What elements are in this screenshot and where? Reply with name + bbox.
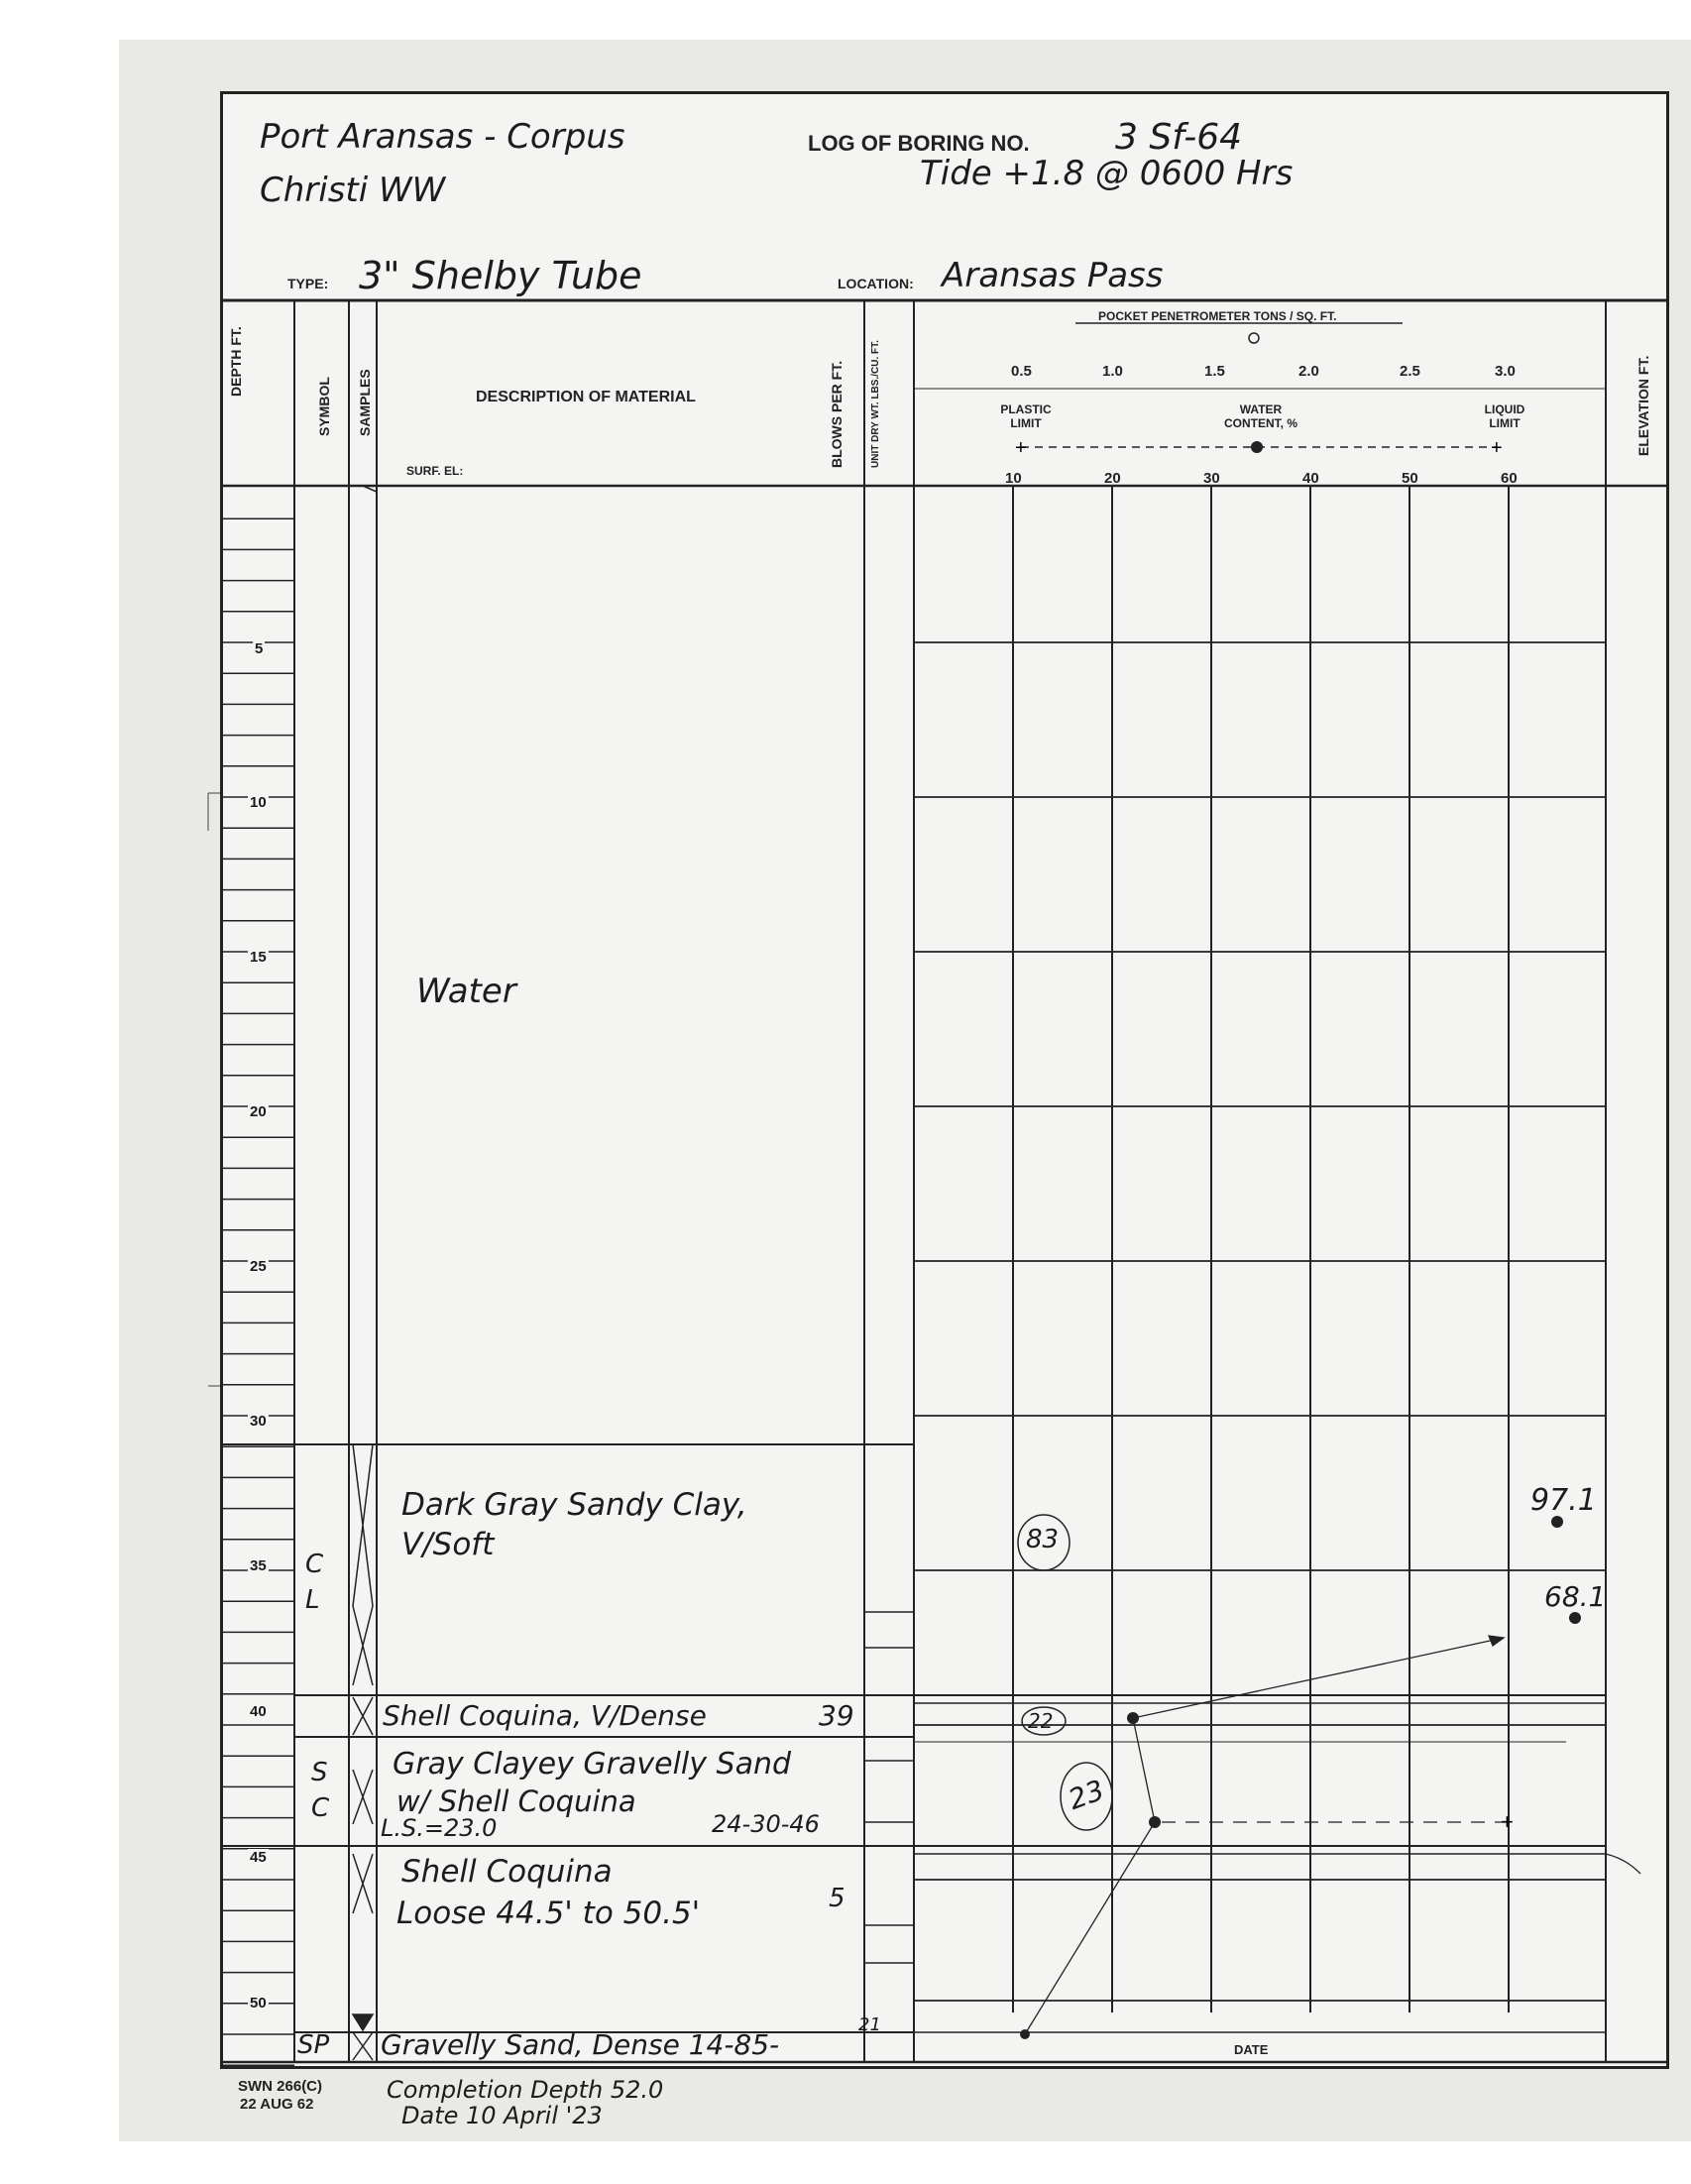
depth-label: 35: [250, 1557, 267, 1574]
stratum-coquina-dense: Shell Coquina, V/Dense: [383, 1699, 707, 1732]
moisture-value: 68.1: [1544, 1580, 1607, 1613]
unit-dry-weight-header: UNIT DRY WT. LBS./CU. FT.: [870, 340, 881, 468]
description-column-header: DESCRIPTION OF MATERIAL: [476, 389, 696, 405]
stratum-clay-line2: V/Soft: [401, 1527, 495, 1562]
stratum-coquina-loose-blows: 5: [829, 1884, 846, 1913]
pen-tick-label: 2.5: [1400, 363, 1420, 380]
symbol-column-header: SYMBOL: [316, 377, 332, 436]
pen-tick-label: 2.0: [1298, 363, 1319, 380]
completion-date: Date 10 April '23: [401, 2102, 603, 2129]
pen-tick-label: 1.5: [1204, 363, 1225, 380]
project-name-line1: Port Aransas - Corpus: [260, 117, 625, 157]
tide-note: Tide +1.8 @ 0600 Hrs: [920, 154, 1294, 193]
location-value: Aransas Pass: [942, 256, 1164, 295]
depth-label: 20: [250, 1103, 267, 1120]
project-name-line2: Christi WW: [260, 171, 446, 210]
stratum-coquina-loose-line1: Shell Coquina: [401, 1854, 613, 1890]
completion-depth: Completion Depth 52.0: [387, 2076, 664, 2104]
form-number: SWN 266(C): [238, 2078, 323, 2095]
wc-tick-label: 20: [1104, 470, 1121, 487]
depth-label: 45: [250, 1849, 267, 1866]
stratum-clayey-sand-line1: Gray Clayey Gravelly Sand: [393, 1747, 792, 1782]
stratum-gravelly-sand-symbol: SP: [297, 2030, 330, 2060]
depth-label: 25: [250, 1258, 267, 1275]
stratum-water: Water: [416, 972, 516, 1011]
depth-label: 50: [250, 1995, 267, 2012]
depth-label: 30: [250, 1413, 267, 1430]
elevation-column-header: ELEVATION FT.: [1635, 355, 1651, 456]
wc-tick-label: 10: [1005, 470, 1022, 487]
wc-tick-label: 40: [1302, 470, 1319, 487]
surface-elevation-label: SURF. EL:: [406, 464, 464, 478]
pocket-penetrometer-header: POCKET PENETROMETER TONS / SQ. FT.: [1098, 309, 1337, 323]
boring-number: 3 Sf-64: [1115, 117, 1243, 158]
moisture-value: 97.1: [1530, 1483, 1597, 1518]
depth-label: 40: [250, 1703, 267, 1720]
plastic-limit-label: PLASTIC LIMIT: [1000, 402, 1052, 430]
form-date: 22 AUG 62: [240, 2096, 314, 2113]
circled-value: 83: [1026, 1525, 1060, 1554]
stratum-clayey-sand-symbol: S C: [311, 1758, 330, 1823]
wc-tick-label: 50: [1402, 470, 1418, 487]
location-label: LOCATION:: [838, 276, 914, 291]
svg-text:+: +: [1501, 1809, 1514, 1834]
log-title: LOG OF BORING NO.: [808, 131, 1030, 156]
blows-column-header: BLOWS PER FT.: [829, 360, 845, 468]
type-label: TYPE:: [287, 276, 329, 291]
wc-tick-label: 60: [1501, 470, 1518, 487]
pen-tick-label: 3.0: [1495, 363, 1516, 380]
liquid-limit-label: LIQUID LIMIT: [1484, 402, 1525, 430]
depth-label: 5: [255, 640, 264, 657]
stratum-coquina-loose-line2: Loose 44.5' to 50.5': [396, 1896, 701, 1931]
pen-tick-label: 0.5: [1011, 363, 1032, 380]
depth-column-header: DEPTH FT.: [228, 326, 244, 397]
stratum-clayey-sand-blows: 24-30-46: [712, 1810, 820, 1838]
date-label: DATE: [1234, 2042, 1269, 2057]
stratum-clay-symbol: C L: [305, 1550, 324, 1615]
stratum-clayey-sand-line3: L.S.=23.0: [381, 1814, 498, 1842]
wc-tick-label: 30: [1203, 470, 1220, 487]
samples-column-header: SAMPLES: [357, 369, 373, 436]
circled-value: 23: [1064, 1773, 1109, 1817]
depth-label: 10: [250, 794, 267, 811]
pen-tick-label: 1.0: [1102, 363, 1123, 380]
stratum-gravelly-sand-blows: 21: [858, 2014, 881, 2035]
svg-text:+: +: [1015, 437, 1027, 459]
water-content-label: WATER CONTENT, %: [1223, 402, 1297, 430]
sampler-type: 3" Shelby Tube: [359, 254, 642, 297]
stratum-coquina-dense-blows: 39: [819, 1699, 854, 1732]
svg-text:+: +: [1491, 437, 1503, 459]
depth-label: 15: [250, 949, 267, 966]
stratum-gravelly-sand: Gravelly Sand, Dense 14-85-: [381, 2028, 780, 2061]
circled-value: 22: [1028, 1709, 1054, 1733]
stratum-clay-line1: Dark Gray Sandy Clay,: [401, 1487, 747, 1523]
stratum-clayey-sand-line2: w/ Shell Coquina: [396, 1784, 636, 1818]
